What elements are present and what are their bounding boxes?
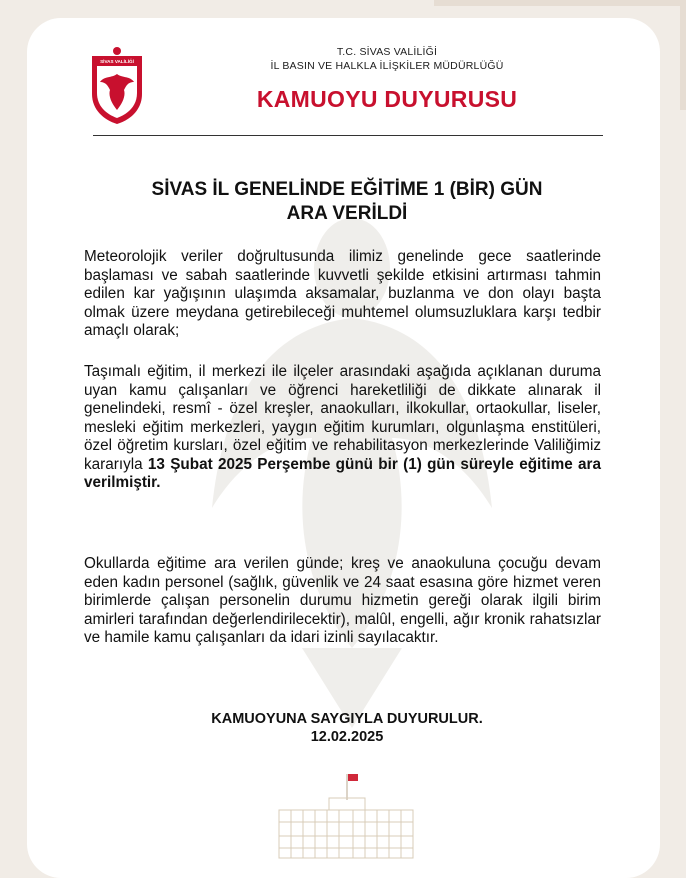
paragraph-2-text: Taşımalı eğitim, il merkezi ile ilçeler arasındaki aşağıda açıklanan duruma uyan kamu çalışanları ve öğrenci hareketliliği de dikkate alınarak il genelindeki, resmî - özel kreşler, anaokulları, ilkokullar, ortaokullar, liseler, mesleki eğitim merkezleri, yaygın eğitim kurumları, olgunlaşma enstitüleri, özel öğretim kursları, özel eğitim ve rehabilitasyon merkezlerinde Valiliğimiz kararıyla <box>84 363 601 473</box>
paragraph-1: Meteorolojik veriler doğrultusunda ilimiz genelinde gece saatlerinde başlaması ve sabah saatlerinde kuvvetli şekilde etkisini artırması tahmin edilen kar yağışının ulaşımda aksamalar, buzlanma ve don olayı başta olmak üzere meydana getirebileceği muhtemel olumsuzluklara karşı tedbir amaçlı olarak; <box>84 248 601 339</box>
closing-line: KAMUOYUNA SAYGIYLA DUYURULUR. <box>211 711 483 727</box>
corner-band-side <box>680 0 686 110</box>
government-building-icon <box>271 770 421 860</box>
corner-band <box>434 0 686 6</box>
closing-block <box>127 710 567 746</box>
divider <box>93 135 603 136</box>
office-name: T.C. SİVAS VALİLİĞİ <box>336 46 438 58</box>
title-line-1: SİVAS İL GENELİNDE EĞİTİME 1 (BİR) GÜN <box>151 179 543 200</box>
announcement-card <box>27 18 660 878</box>
page-heading: KAMUOYU DUYURUSU <box>256 86 518 112</box>
title-line-2: ARA VERİLDİ <box>286 203 408 224</box>
paragraph-3: Okullarda eğitime ara verilen günde; kreş ve anaokuluna çocuğu devam eden kadın personel (sağlık, güvenlik ve 24 saat esasına göre hizmet veren birimlerde çalışan personelin durumu hizmetin gereği olarak ilgili birim amirleri tarafından değerlendirilecektir), malûl, engelli, ağır kronik rahatsızlar ve hamile kamu çalışanları da idari izinli sayılacaktır. <box>84 555 601 646</box>
announcement-title <box>87 178 607 226</box>
paragraph-2 <box>84 363 601 493</box>
paragraph-2-emphasis: 13 Şubat 2025 Perşembe günü bir (1) gün süreyle eğitime ara verilmiştir. <box>84 455 601 491</box>
announcement-date: 12.02.2025 <box>310 729 384 745</box>
department-name: İL BASIN VE HALKLA İLİŞKİLER MÜDÜRLÜĞÜ <box>270 60 504 72</box>
logo-caption: SİVAS VALİLİĞİ <box>100 59 134 64</box>
